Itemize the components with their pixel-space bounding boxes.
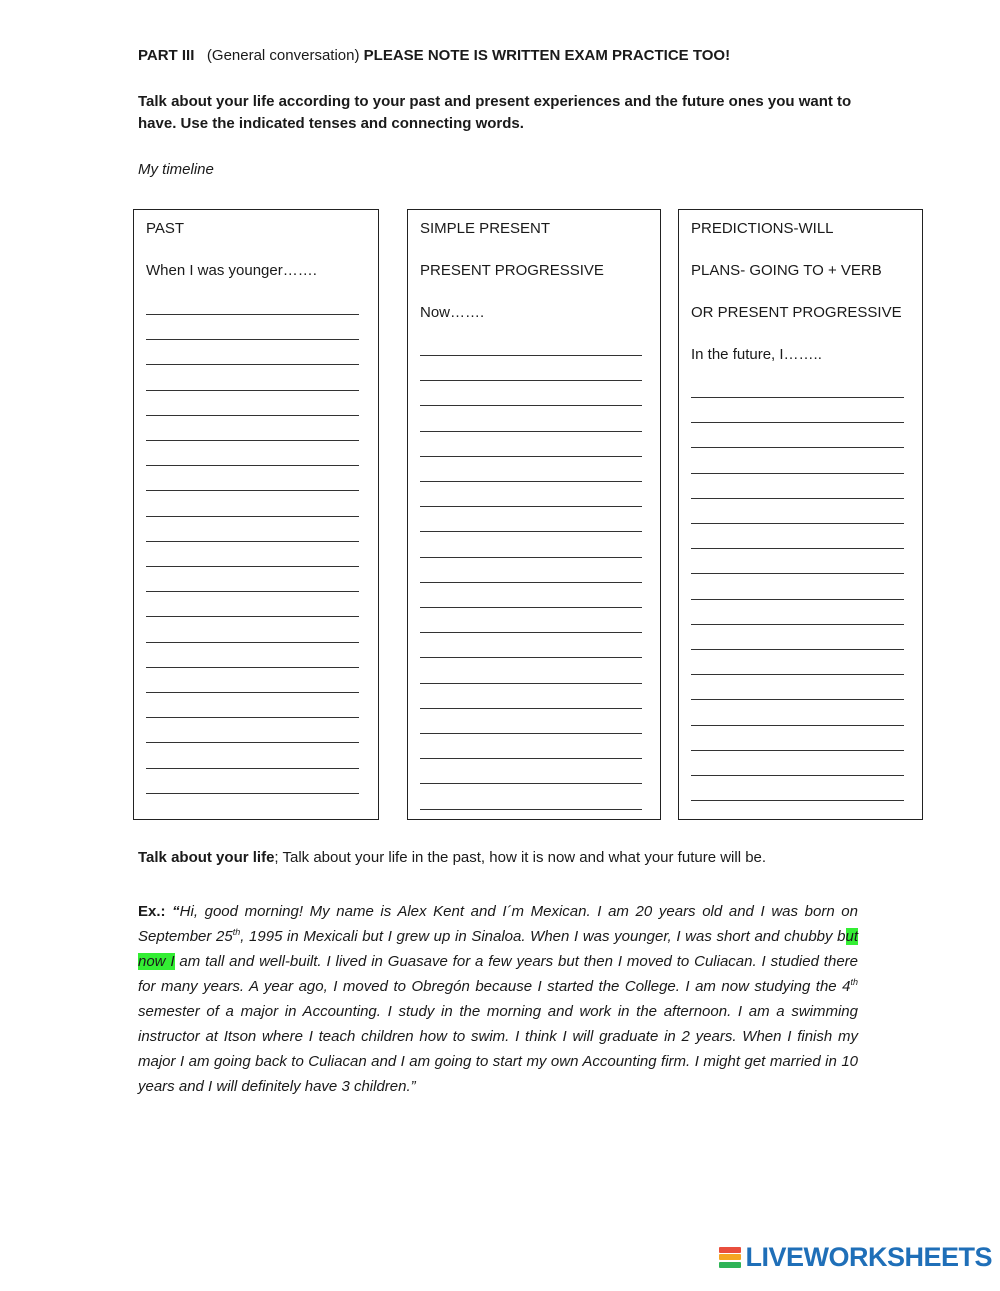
future-answer-line[interactable] [691, 725, 904, 726]
present-answer-line[interactable] [420, 657, 642, 658]
future-answer-line[interactable] [691, 498, 904, 499]
example-part-1: Hi, good morning! My name is Alex Kent and I´m Mexican. I am 20 years old and I was born on September 25 [138, 903, 858, 945]
past-answer-line[interactable] [146, 591, 359, 592]
past-answer-line[interactable] [146, 692, 359, 693]
example-part-4: semester of a major in Accounting. I study in the morning and work in the afternoon. I am a swimming instructor at Itson where I teach children how to swim. I think I will graduate in 2 years. When I finish my major I am going back to Culiacan and I am going to start my own Accounting firm. I might get married in 10 years and I will definitely have 3 children.” [138, 1003, 858, 1095]
present-answer-line[interactable] [420, 380, 642, 381]
present-answer-line[interactable] [420, 708, 642, 709]
future-column-heading: PREDICTIONS-WILL [691, 220, 834, 237]
talk-bold: Talk about your life [138, 849, 275, 866]
past-answer-line[interactable] [146, 768, 359, 769]
example-part-2: , 1995 in Mexicali but I grew up in Sinaloa. When I was younger, I was short and chubby b [240, 928, 846, 945]
present-answer-line[interactable] [420, 683, 642, 684]
present-answer-line[interactable] [420, 557, 642, 558]
past-answer-line[interactable] [146, 390, 359, 391]
timeline-label: My timeline [138, 161, 214, 178]
future-answer-line[interactable] [691, 523, 904, 524]
future-answer-line[interactable] [691, 750, 904, 751]
present-column-heading: PRESENT PROGRESSIVE [420, 262, 604, 279]
future-answer-line[interactable] [691, 699, 904, 700]
open-quote: “ [172, 903, 180, 920]
present-column-heading: Now……. [420, 304, 485, 321]
past-column-heading: PAST [146, 220, 185, 237]
future-column-heading: OR PRESENT PROGRESSIVE [691, 304, 902, 321]
past-answer-line[interactable] [146, 465, 359, 466]
past-column [133, 209, 379, 820]
highlighted-text: ut now I [138, 928, 859, 970]
present-answer-line[interactable] [420, 405, 642, 406]
future-answer-line[interactable] [691, 397, 904, 398]
past-answer-line[interactable] [146, 314, 359, 315]
present-answer-line[interactable] [420, 607, 642, 608]
present-answer-line[interactable] [420, 531, 642, 532]
liveworksheets-logo-icon [719, 1247, 741, 1269]
past-answer-line[interactable] [146, 490, 359, 491]
example-paragraph [138, 899, 858, 1099]
present-answer-line[interactable] [420, 481, 642, 482]
future-answer-line[interactable] [691, 473, 904, 474]
past-answer-line[interactable] [146, 642, 359, 643]
future-column-heading: In the future, I…….. [691, 346, 822, 363]
present-answer-line[interactable] [420, 632, 642, 633]
liveworksheets-logo [719, 1242, 992, 1273]
future-answer-line[interactable] [691, 775, 904, 776]
exam-note: PLEASE NOTE IS WRITTEN EXAM PRACTICE TOO! [363, 47, 731, 64]
future-answer-line[interactable] [691, 573, 904, 574]
example-label: Ex.: [138, 903, 166, 920]
past-answer-line[interactable] [146, 339, 359, 340]
future-column [678, 209, 923, 820]
example-part-3: am tall and well-built. I lived in Guasave for a few years but then I moved to Culiacan. I studied there for many years. A year ago, I moved to Obregón because I started the College. I am now studying the 4 [138, 953, 858, 995]
talk-rest: ; Talk about your life in the past, how it is now and what your future will be. [274, 849, 767, 866]
future-answer-line[interactable] [691, 422, 904, 423]
talk-about-life [138, 849, 766, 866]
part-subtitle: (General conversation) [206, 47, 360, 64]
superscript-th-2: th [850, 977, 858, 987]
present-answer-line[interactable] [420, 582, 642, 583]
present-column [407, 209, 661, 820]
past-answer-line[interactable] [146, 516, 359, 517]
instruction-text: Talk about your life according to your past and present experiences and the future ones you want to have. Use the indicated tenses and connecting words. [138, 93, 852, 132]
future-answer-line[interactable] [691, 548, 904, 549]
future-answer-line[interactable] [691, 800, 904, 801]
past-answer-line[interactable] [146, 667, 359, 668]
past-answer-line[interactable] [146, 541, 359, 542]
future-answer-line[interactable] [691, 674, 904, 675]
present-answer-line[interactable] [420, 809, 642, 810]
past-answer-line[interactable] [146, 566, 359, 567]
logo-text: LIVEWORKSHEETS [745, 1242, 992, 1272]
past-answer-line[interactable] [146, 440, 359, 441]
present-answer-line[interactable] [420, 758, 642, 759]
past-column-heading: When I was younger……. [146, 262, 317, 279]
superscript-th-1: th [232, 927, 241, 937]
present-answer-line[interactable] [420, 733, 642, 734]
past-answer-line[interactable] [146, 793, 359, 794]
present-answer-line[interactable] [420, 431, 642, 432]
present-answer-line[interactable] [420, 456, 642, 457]
present-answer-line[interactable] [420, 506, 642, 507]
future-column-heading: PLANS- GOING TO + VERB [691, 262, 882, 279]
past-answer-line[interactable] [146, 742, 359, 743]
present-answer-line[interactable] [420, 783, 642, 784]
future-answer-line[interactable] [691, 649, 904, 650]
past-answer-line[interactable] [146, 415, 359, 416]
part-header [138, 47, 730, 64]
present-answer-line[interactable] [420, 355, 642, 356]
part-label: PART III [138, 47, 195, 64]
future-answer-line[interactable] [691, 447, 904, 448]
future-answer-line[interactable] [691, 599, 904, 600]
future-answer-line[interactable] [691, 624, 904, 625]
past-answer-line[interactable] [146, 717, 359, 718]
present-column-heading: SIMPLE PRESENT [420, 220, 551, 237]
past-answer-line[interactable] [146, 364, 359, 365]
past-answer-line[interactable] [146, 616, 359, 617]
